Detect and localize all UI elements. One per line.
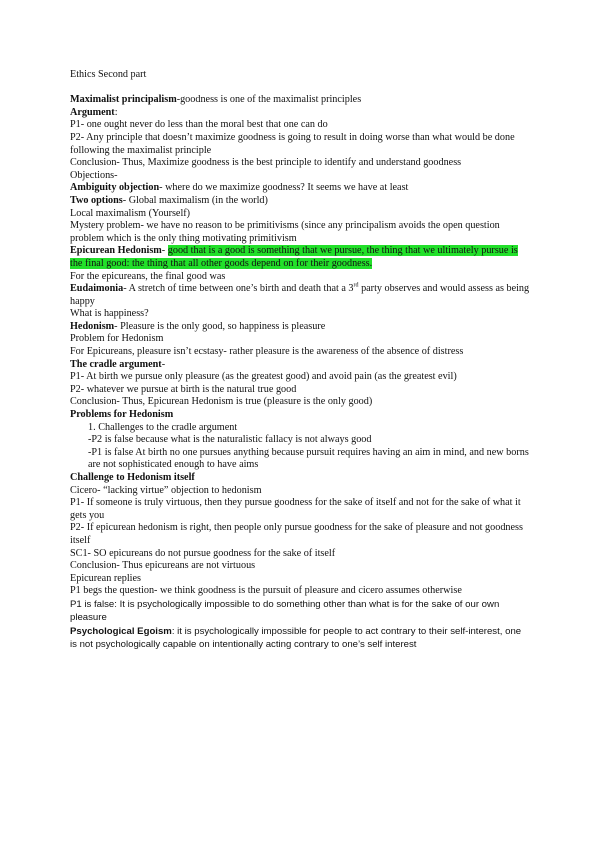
text-line: P1 begs the question- we think goodness is the pursuit of pleasure and cicero assumes otherwise	[70, 585, 462, 597]
text-line: What is happiness?	[70, 308, 149, 320]
term-heading: Two options	[70, 194, 123, 206]
term-heading: Eudaimonia	[70, 283, 124, 295]
text-line: Mystery problem- we have no reason to be primitivisms (since any principalism avoids the open question problem which is the only thing motivating primitivism	[70, 220, 500, 244]
text-span: - Global maximalism (in the world)	[122, 194, 268, 206]
text-span: - A stretch of time between one’s birth and death that a 3	[123, 283, 354, 295]
text-line: P2- whatever we pursue at birth is the natural true good	[70, 383, 297, 395]
list-item: 1. Challenges to the cradle argument	[88, 421, 238, 433]
text-line	[70, 472, 530, 485]
text-line: For Epicureans, pleasure isn’t ecstasy- rather pleasure is the awareness of the absence of distress	[70, 346, 464, 358]
text-span: -	[161, 245, 168, 257]
text-line	[70, 409, 530, 422]
text-line: SC1- SO epicureans do not pursue goodness for the sake of itself	[70, 547, 336, 559]
text-span: - where do we maximize goodness? It seems we have at least	[159, 182, 409, 194]
text-span: - Pleasure is the only good, so happiness is pleasure	[114, 320, 326, 332]
text-line	[70, 107, 530, 120]
text-line: Epicurean replies	[70, 572, 141, 584]
text-line: For the epicureans, the final good was	[70, 270, 226, 282]
text-span: -	[161, 358, 166, 370]
list-item: -P1 is false At birth no one pursues anything because pursuit requires having an aim in mind, and new borns are not sophisticated enough to have aims	[88, 446, 529, 471]
text-line: P2- Any principle that doesn’t maximize goodness is going to result in doing worse than what would be done following the maximalist principle	[70, 131, 515, 156]
term-heading: Hedonism	[70, 320, 115, 332]
text-line	[70, 321, 530, 334]
section-heading: Problems for Hedonism	[70, 409, 174, 421]
text-line	[70, 245, 530, 270]
highlighted-text: good that is a good is something that we pursue, the thing that we ultimately pursue is the final good: the thing that all other goods depend on for their goodness.	[70, 245, 518, 269]
text-line: P1- If someone is truly virtuous, then they pursue goodness for the sake of itself and not for the sake of what it gets you	[70, 497, 521, 521]
text-line	[70, 625, 530, 652]
text-line: P1- At birth we pursue only pleasure (as the greatest good) and avoid pain (as the greatest evil)	[70, 371, 457, 383]
text-line: Conclusion- Thus epicureans are not virtuous	[70, 560, 256, 572]
text-line: Conclusion- Thus, Epicurean Hedonism is true (pleasure is the only good)	[70, 396, 373, 408]
term-heading: Maximalist principalism	[70, 94, 177, 106]
text-line: P1 is false: It is psychologically impossible to do something other than what is for the sake of our own pleasure	[70, 598, 500, 624]
term-heading: Ambiguity objection	[70, 182, 160, 194]
text-line: Cicero- “lacking virtue” objection to hedonism	[70, 484, 262, 496]
text-span: : it is psychologically impossible for people to act contrary to their self-interest, one is not psychologically capable on intentionally acting contrary to one’s self interest	[70, 625, 522, 651]
section-heading: The cradle argument	[70, 358, 162, 370]
text-span: -goodness is one of the maximalist principles	[176, 94, 362, 106]
superscript: rd	[353, 282, 359, 289]
text-line	[70, 195, 530, 208]
document-body	[70, 69, 530, 652]
text-span: party observes and would assess as being happy	[70, 283, 530, 307]
text-line: Problem for Hedonism	[70, 333, 164, 345]
text-line: P2- If epicurean hedonism is right, then people only pursue goodness for the sake of pleasure and not goodness itself	[70, 522, 523, 546]
section-heading: Challenge to Hedonism itself	[70, 472, 195, 483]
text-line	[70, 182, 530, 195]
section-heading: Argument	[70, 106, 115, 118]
list-item: -P2 is false because what is the naturalistic fallacy is not always good	[88, 434, 372, 446]
text-line: Local maximalism (Yourself)	[70, 207, 191, 219]
text-line: P1- one ought never do less than the moral best that one can do	[70, 119, 328, 131]
text-line: Conclusion- Thus, Maximize goodness is the best principle to identify and understand goodness	[70, 157, 462, 169]
text-line	[70, 283, 530, 308]
term-heading: Epicurean Hedonism	[70, 245, 162, 257]
text-line	[70, 94, 530, 107]
term-heading: Psychological Egoism	[70, 625, 172, 637]
text-line: Objections-	[70, 169, 118, 181]
text-line	[70, 359, 530, 372]
text-span: :	[114, 106, 118, 118]
document-title: Ethics Second part	[70, 69, 147, 80]
